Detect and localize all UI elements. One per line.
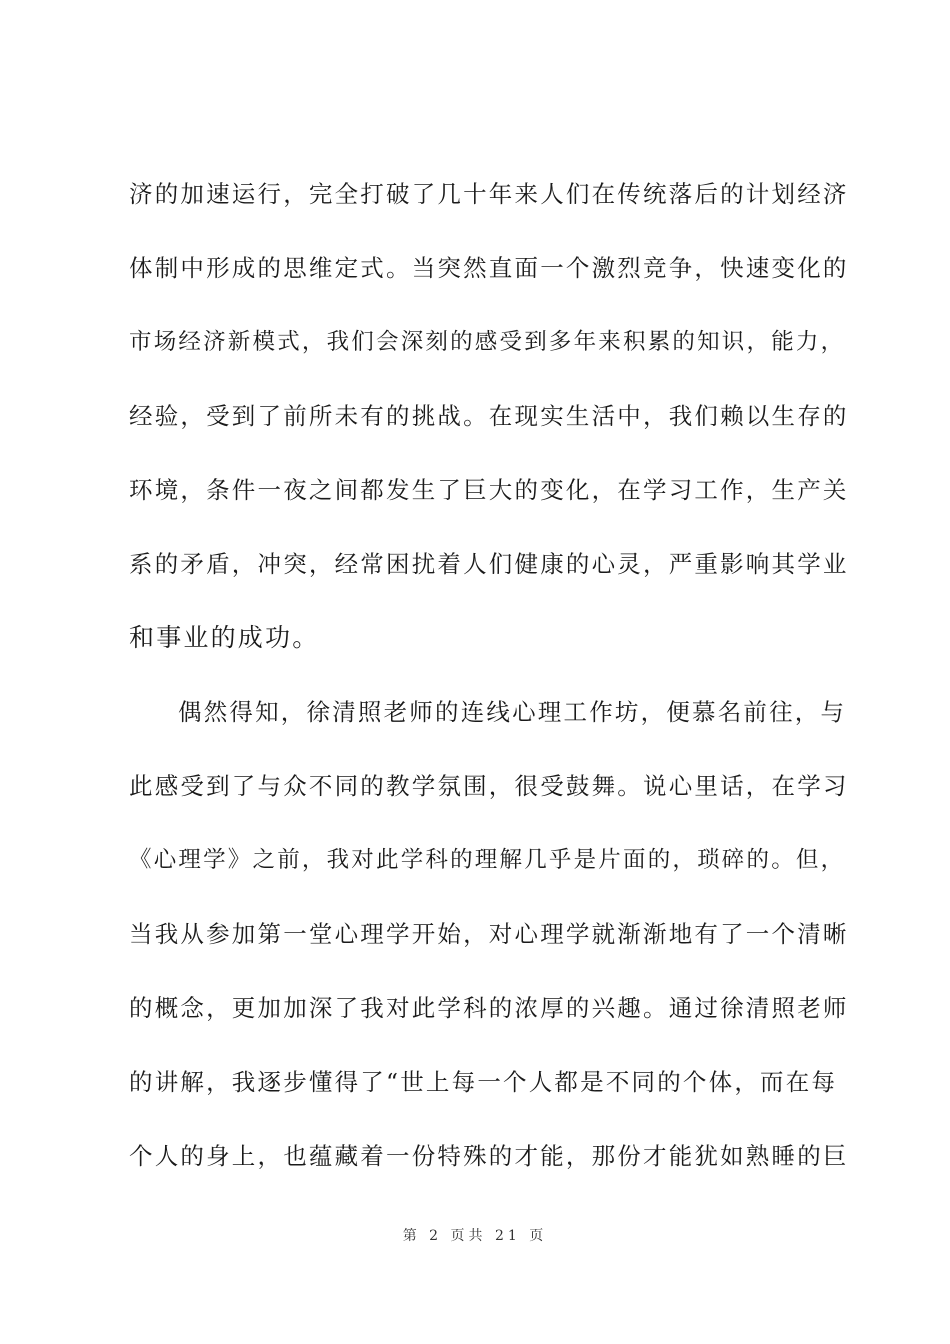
body-text-line: 系的矛盾，冲突，经常困扰着人们健康的心灵，严重影响其学业: [129, 550, 849, 578]
body-text-line: 的讲解，我逐步懂得了“世上每一个人都是不同的个体，而在每: [129, 1068, 838, 1096]
body-text-line: 和事业的成功。: [129, 623, 320, 652]
body-text-line: 济的加速运行，完全打破了几十年来人们在传统落后的计划经济: [129, 180, 849, 208]
body-text-line: 市场经济新模式，我们会深刻的感受到多年来积累的知识，能力，: [129, 329, 846, 355]
page-number-footer: 第 2 页共 21 页: [402, 1228, 548, 1244]
body-text-line: 此感受到了与众不同的教学氛围，很受鼓舞。说心里话，在学习: [129, 772, 849, 800]
body-text-line: 经验，受到了前所未有的挑战。在现实生活中，我们赖以生存的: [129, 402, 849, 430]
body-text-line: 个人的身上，也蕴藏着一份特殊的才能，那份才能犹如熟睡的巨: [129, 1142, 849, 1170]
paragraph-first-line: 偶然得知，徐清照老师的连线心理工作坊，便慕名前往，与: [178, 698, 847, 726]
body-text-line: 环境，条件一夜之间都发生了巨大的变化，在学习工作，生产关: [129, 476, 849, 504]
body-text-line: 的概念，更加加深了我对此学科的浓厚的兴趣。通过徐清照老师: [129, 994, 849, 1022]
body-text-line: 当我从参加第一堂心理学开始，对心理学就渐渐地有了一个清晰: [129, 920, 849, 948]
body-text-line: 体制中形成的思维定式。当突然直面一个激烈竞争，快速变化的: [129, 254, 849, 282]
body-text-line: 《心理学》之前，我对此学科的理解几乎是片面的，琐碎的。但，: [129, 847, 846, 873]
